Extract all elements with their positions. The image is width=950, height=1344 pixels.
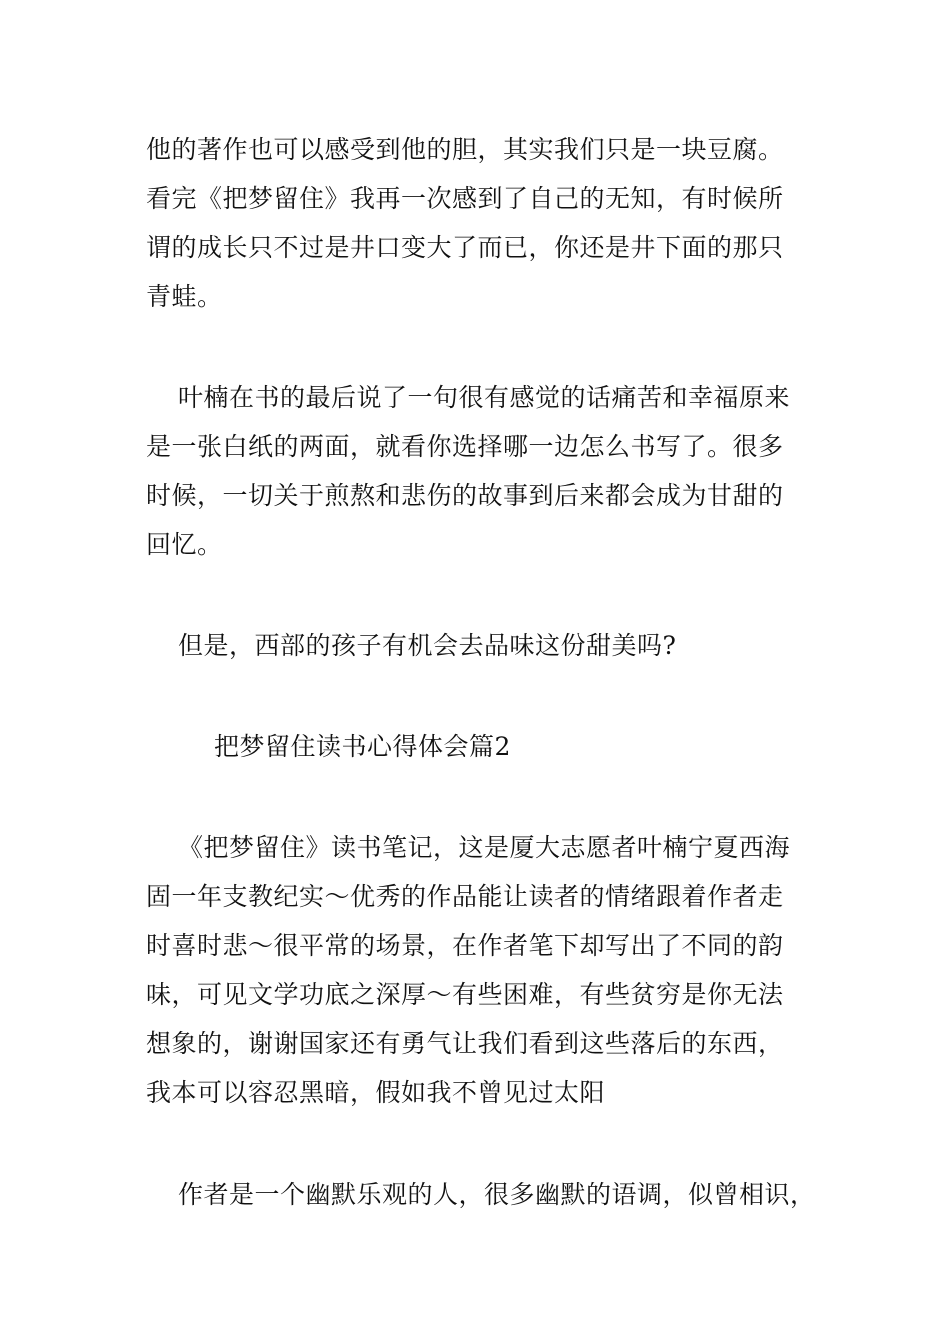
paragraph-1-line-2: 看完《把梦留住》我再一次感到了自己的无知，有时候所 [146,184,784,213]
paragraph-2-line-3: 时候，一切关于煎熬和悲伤的故事到后来都会成为甘甜的 [146,481,784,510]
paragraph-5-line-2: 固一年支教纪实～优秀的作品能让读者的情绪跟着作者走 [146,882,784,911]
paragraph-5-line-1: 《把梦留住》读书笔记，这是厦大志愿者叶楠宁夏西海 [178,833,791,862]
paragraph-2-line-1: 叶楠在书的最后说了一句很有感觉的话痛苦和幸福原来 [178,383,791,412]
paragraph-1-line-4: 青蛙。 [146,282,223,311]
paragraph-1-line-3: 谓的成长只不过是井口变大了而已，你还是井下面的那只 [146,233,784,262]
paragraph-2-line-2: 是一张白纸的两面，就看你选择哪一边怎么书写了。很多 [146,432,784,461]
paragraph-5-line-3: 时喜时悲～很平常的场景，在作者笔下却写出了不同的韵 [146,931,784,960]
paragraph-5-line-6: 我本可以容忍黑暗，假如我不曾见过太阳 [146,1078,606,1107]
paragraph-5-line-5: 想象的，谢谢国家还有勇气让我们看到这些落后的东西， [146,1029,784,1058]
paragraph-2-line-4: 回忆。 [146,530,223,559]
paragraph-1-line-1: 他的著作也可以感受到他的胆，其实我们只是一块豆腐。 [146,135,784,164]
paragraph-5-line-4: 味，可见文学功底之深厚～有些困难，有些贫穷是你无法 [146,980,784,1009]
section-heading: 把梦留住读书心得体会篇2 [214,732,511,761]
paragraph-6-line-1: 作者是一个幽默乐观的人，很多幽默的语调，似曾相识， [178,1180,816,1209]
paragraph-3-line-1: 但是，西部的孩子有机会去品味这份甜美吗? [178,631,677,660]
